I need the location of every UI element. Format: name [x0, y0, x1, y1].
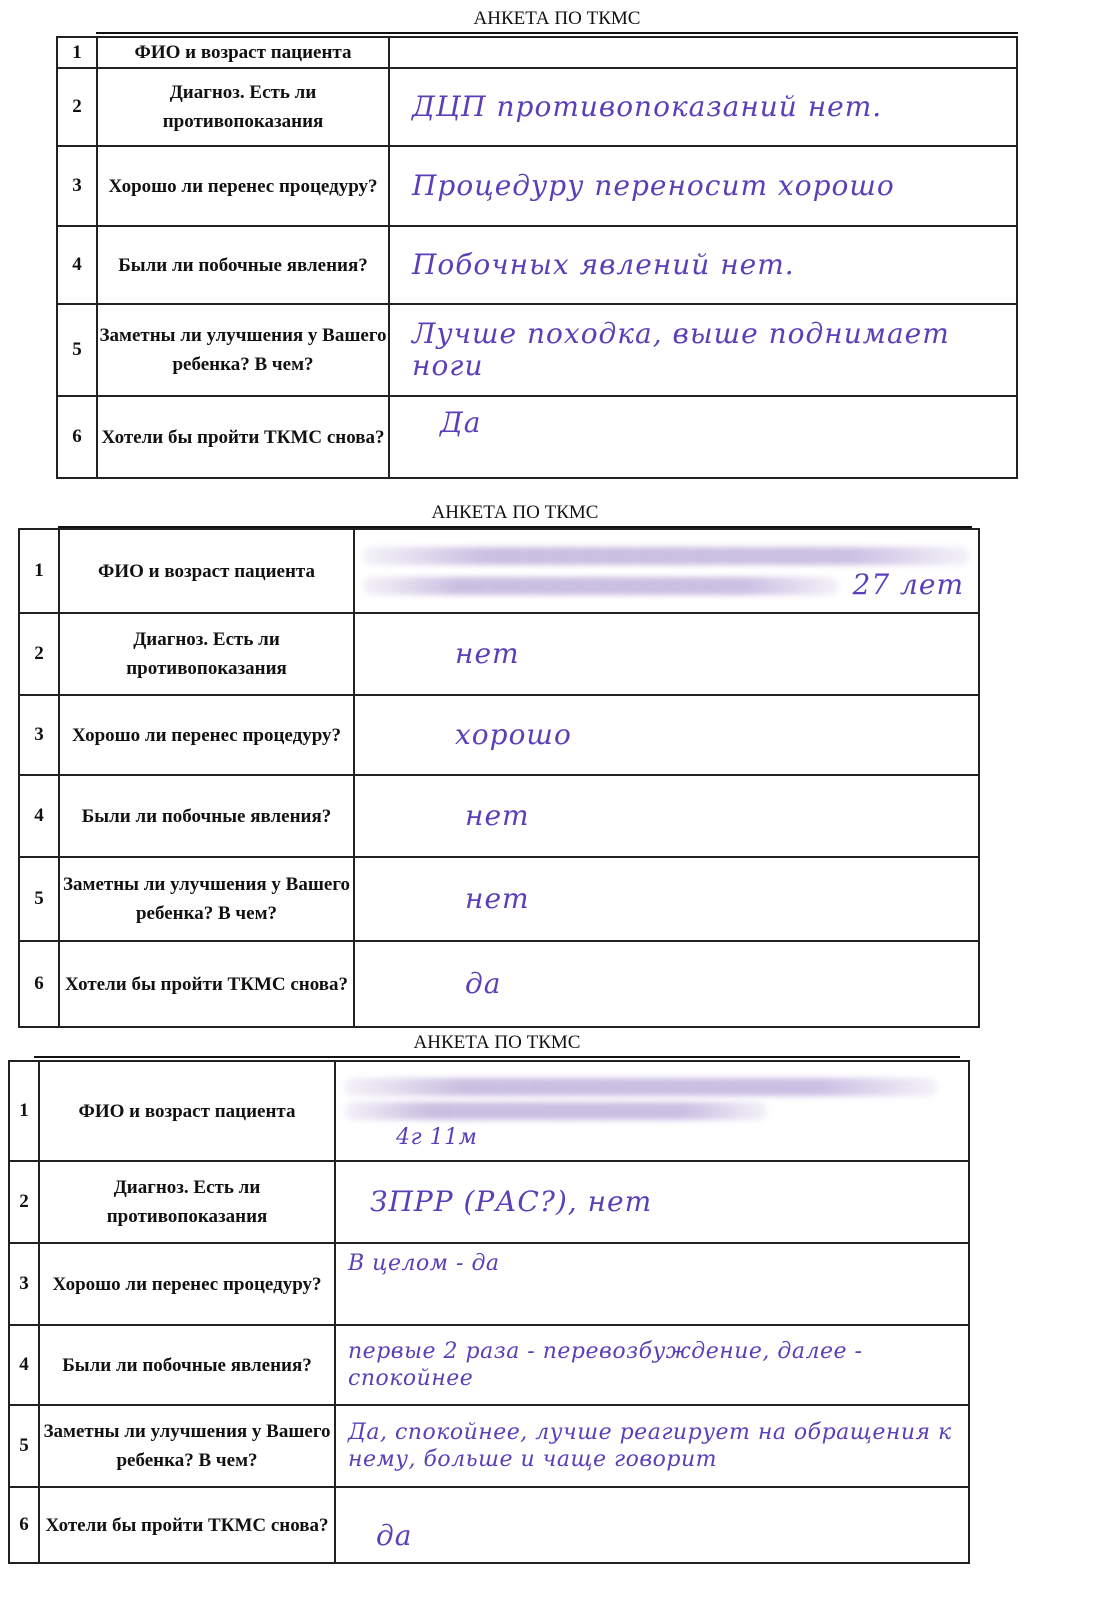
question-cell: ФИО и возраст пациента — [39, 1061, 335, 1161]
question-cell: Заметны ли улучшения у Вашего ребенка? В чем? — [39, 1405, 335, 1487]
handwritten-answer: нет — [465, 882, 530, 915]
handwritten-answer: Да, спокойнее, лучше реагирует на обращения к нему, больше и чаще говорит — [348, 1420, 952, 1472]
row-number: 5 — [9, 1405, 39, 1487]
handwritten-answer: нет — [465, 799, 530, 832]
handwritten-answer: Да — [440, 406, 482, 439]
table-row — [19, 529, 979, 613]
handwritten-answer: Процедуру переносит хорошо — [412, 169, 895, 202]
answer-cell — [354, 695, 979, 775]
table-row — [9, 1061, 969, 1161]
row-number: 1 — [57, 37, 97, 68]
table-row — [9, 1405, 969, 1487]
row-number: 5 — [19, 857, 59, 941]
table-row — [57, 68, 1017, 146]
row-number: 6 — [57, 396, 97, 478]
question-cell: Заметны ли улучшения у Вашего ребенка? В чем? — [97, 304, 389, 396]
handwritten-answer: первые 2 раза - перевозбуждение, далее - спокойнее — [348, 1339, 863, 1391]
questionnaire-form-1 — [56, 6, 1018, 488]
row-number: 2 — [57, 68, 97, 146]
table-row — [57, 396, 1017, 478]
form-title: АНКЕТА ПО ТКМС — [96, 6, 1018, 34]
table-row — [57, 146, 1017, 226]
question-cell: Хорошо ли перенес процедуру? — [39, 1243, 335, 1325]
questionnaire-table — [56, 36, 1018, 479]
answer-cell — [389, 304, 1017, 396]
form-title: АНКЕТА ПО ТКМС — [58, 500, 972, 528]
questionnaire-form-2 — [18, 500, 980, 1028]
table-row — [9, 1161, 969, 1243]
table-row — [9, 1487, 969, 1563]
row-number: 4 — [19, 775, 59, 857]
question-cell: Диагноз. Есть ли противопоказания — [97, 68, 389, 146]
redacted-name — [363, 547, 970, 565]
question-cell: Диагноз. Есть ли противопоказания — [39, 1161, 335, 1243]
handwritten-answer: Лучше походка, выше поднимает ноги — [412, 317, 950, 382]
question-cell: Хорошо ли перенес процедуру? — [97, 146, 389, 226]
answer-cell — [354, 857, 979, 941]
question-cell: ФИО и возраст пациента — [97, 37, 389, 68]
answer-cell — [389, 146, 1017, 226]
handwritten-answer: В целом - да — [348, 1251, 500, 1276]
table-row — [57, 226, 1017, 304]
table-row — [57, 304, 1017, 396]
answer-cell — [335, 1061, 969, 1161]
row-number: 3 — [9, 1243, 39, 1325]
handwritten-answer: Побочных явлений нет. — [412, 248, 795, 281]
redacted-name — [344, 1102, 768, 1120]
answer-cell — [389, 396, 1017, 478]
table-row — [57, 37, 1017, 68]
question-cell: Были ли побочные явления? — [39, 1325, 335, 1405]
row-number: 3 — [19, 695, 59, 775]
row-number: 2 — [9, 1161, 39, 1243]
answer-cell — [389, 37, 1017, 68]
redacted-name — [344, 1078, 938, 1096]
row-number: 4 — [57, 226, 97, 304]
handwritten-answer: да — [376, 1519, 413, 1552]
answer-cell — [354, 613, 979, 695]
table-row — [19, 941, 979, 1027]
table-row — [9, 1325, 969, 1405]
answer-cell — [389, 226, 1017, 304]
handwritten-answer: ЗПРР (РАС?), нет — [370, 1185, 653, 1218]
questionnaire-form-3 — [8, 1030, 970, 1562]
row-number: 2 — [19, 613, 59, 695]
handwritten-answer: нет — [455, 637, 520, 670]
row-number: 6 — [9, 1487, 39, 1563]
row-number: 5 — [57, 304, 97, 396]
row-number: 4 — [9, 1325, 39, 1405]
answer-cell — [335, 1243, 969, 1325]
questionnaire-table — [18, 528, 980, 1028]
question-cell: Хорошо ли перенес процедуру? — [59, 695, 354, 775]
answer-cell — [335, 1325, 969, 1405]
answer-cell — [354, 941, 979, 1027]
answer-cell — [389, 68, 1017, 146]
questionnaire-table — [8, 1060, 970, 1564]
answer-cell — [354, 529, 979, 613]
answer-cell — [354, 775, 979, 857]
handwritten-answer: 4г 11м — [396, 1124, 478, 1150]
question-cell: Были ли побочные явления? — [97, 226, 389, 304]
row-number: 1 — [9, 1061, 39, 1161]
answer-cell — [335, 1405, 969, 1487]
table-row — [19, 775, 979, 857]
handwritten-answer: хорошо — [455, 718, 572, 751]
question-cell: Хотели бы пройти ТКМС снова? — [39, 1487, 335, 1563]
handwritten-answer: 27 лет — [852, 568, 964, 601]
answer-cell — [335, 1161, 969, 1243]
handwritten-answer: ДЦП противопоказаний нет. — [412, 90, 883, 123]
question-cell: Диагноз. Есть ли противопоказания — [59, 613, 354, 695]
question-cell: ФИО и возраст пациента — [59, 529, 354, 613]
table-row — [19, 613, 979, 695]
answer-cell — [335, 1487, 969, 1563]
row-number: 6 — [19, 941, 59, 1027]
handwritten-answer: да — [465, 967, 502, 1000]
question-cell: Хотели бы пройти ТКМС снова? — [97, 396, 389, 478]
redacted-name — [363, 577, 839, 595]
row-number: 1 — [19, 529, 59, 613]
question-cell: Были ли побочные явления? — [59, 775, 354, 857]
row-number: 3 — [57, 146, 97, 226]
table-row — [19, 857, 979, 941]
form-title: АНКЕТА ПО ТКМС — [34, 1030, 960, 1058]
question-cell: Заметны ли улучшения у Вашего ребенка? В чем? — [59, 857, 354, 941]
table-row — [19, 695, 979, 775]
question-cell: Хотели бы пройти ТКМС снова? — [59, 941, 354, 1027]
table-row — [9, 1243, 969, 1325]
